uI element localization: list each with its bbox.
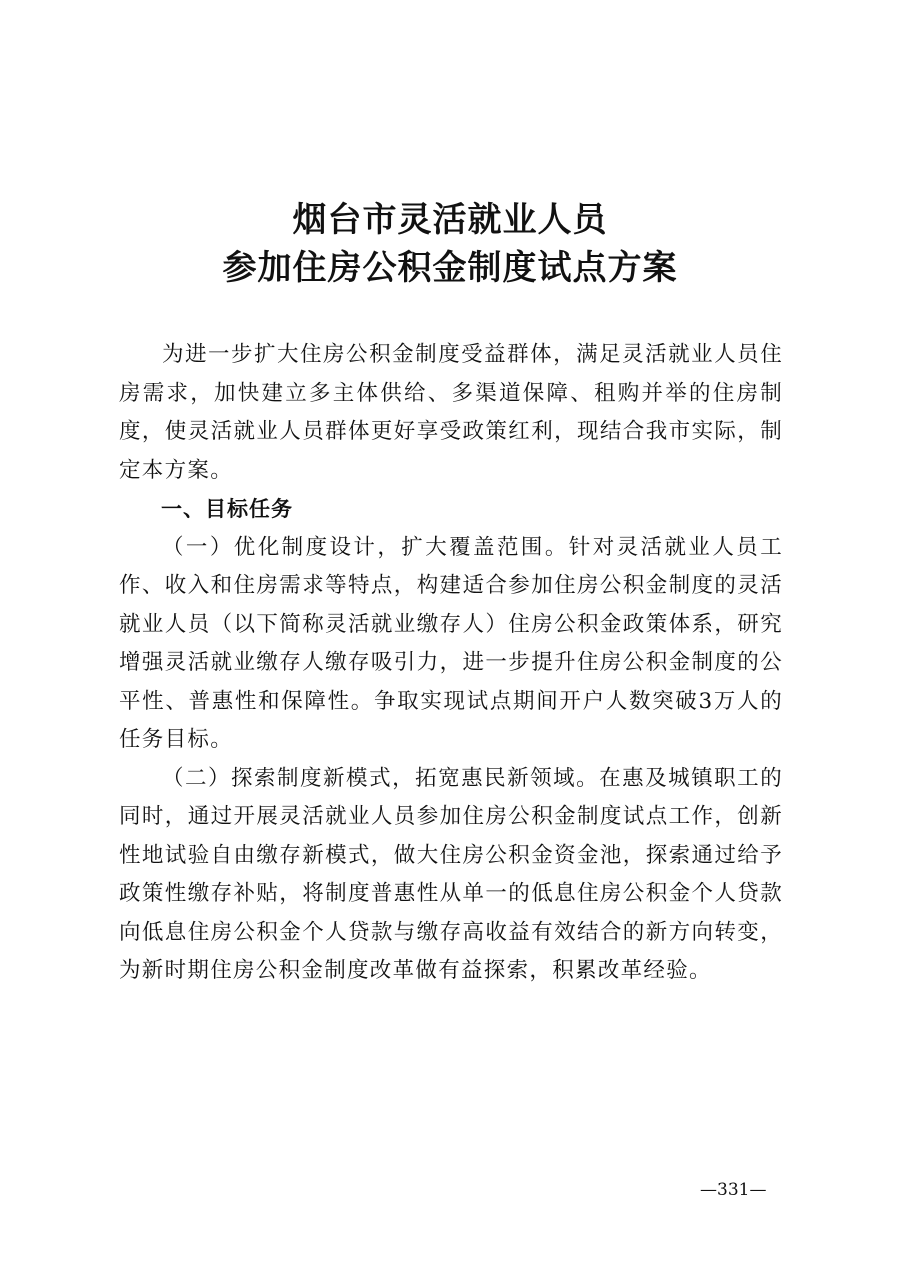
document-body xyxy=(119,336,783,991)
title-line-2: 参加住房公积金制度试点方案 xyxy=(222,248,678,288)
document-title xyxy=(0,196,900,292)
section-heading-goals: 一、目标任务 xyxy=(161,497,293,521)
page-number: —331— xyxy=(700,1180,767,1200)
intro-paragraph: 为进一步扩大住房公积金制度受益群体，满足灵活就业人员住房需求，加快建立多主体供给、多渠道保障、租购并举的住房制度，使灵活就业人员群体更好享受政策红利，现结合我市实际，制定本方案。 xyxy=(119,342,783,483)
goal-item-2: （二）探索制度新模式，拓宽惠民新领域。在惠及城镇职工的同时，通过开展灵活就业人员参加住房公积金制度试点工作，创新性地试验自由缴存新模式，做大住房公积金资金池，探索通过给予政策性缴存补贴，将制度普惠性从单一的低息住房公积金个人贷款向低息住房公积金个人贷款与缴存高收益有效结合的新方向转变，为新时期住房公积金制度改革做有益探索，积累改革经验。 xyxy=(119,765,783,983)
goal-item-1: （一）优化制度设计，扩大覆盖范围。针对灵活就业人员工作、收入和住房需求等特点，构建适合参加住房公积金制度的灵活就业人员（以下简称灵活就业缴存人）住房公积金政策体系，研究增强灵活就业缴存人缴存吸引力，进一步提升住房公积金制度的公平性、普惠性和保障性。争取实现试点期间开户人数突破3万人的任务目标。 xyxy=(119,534,783,752)
title-line-1: 烟台市灵活就业人员 xyxy=(292,200,608,240)
